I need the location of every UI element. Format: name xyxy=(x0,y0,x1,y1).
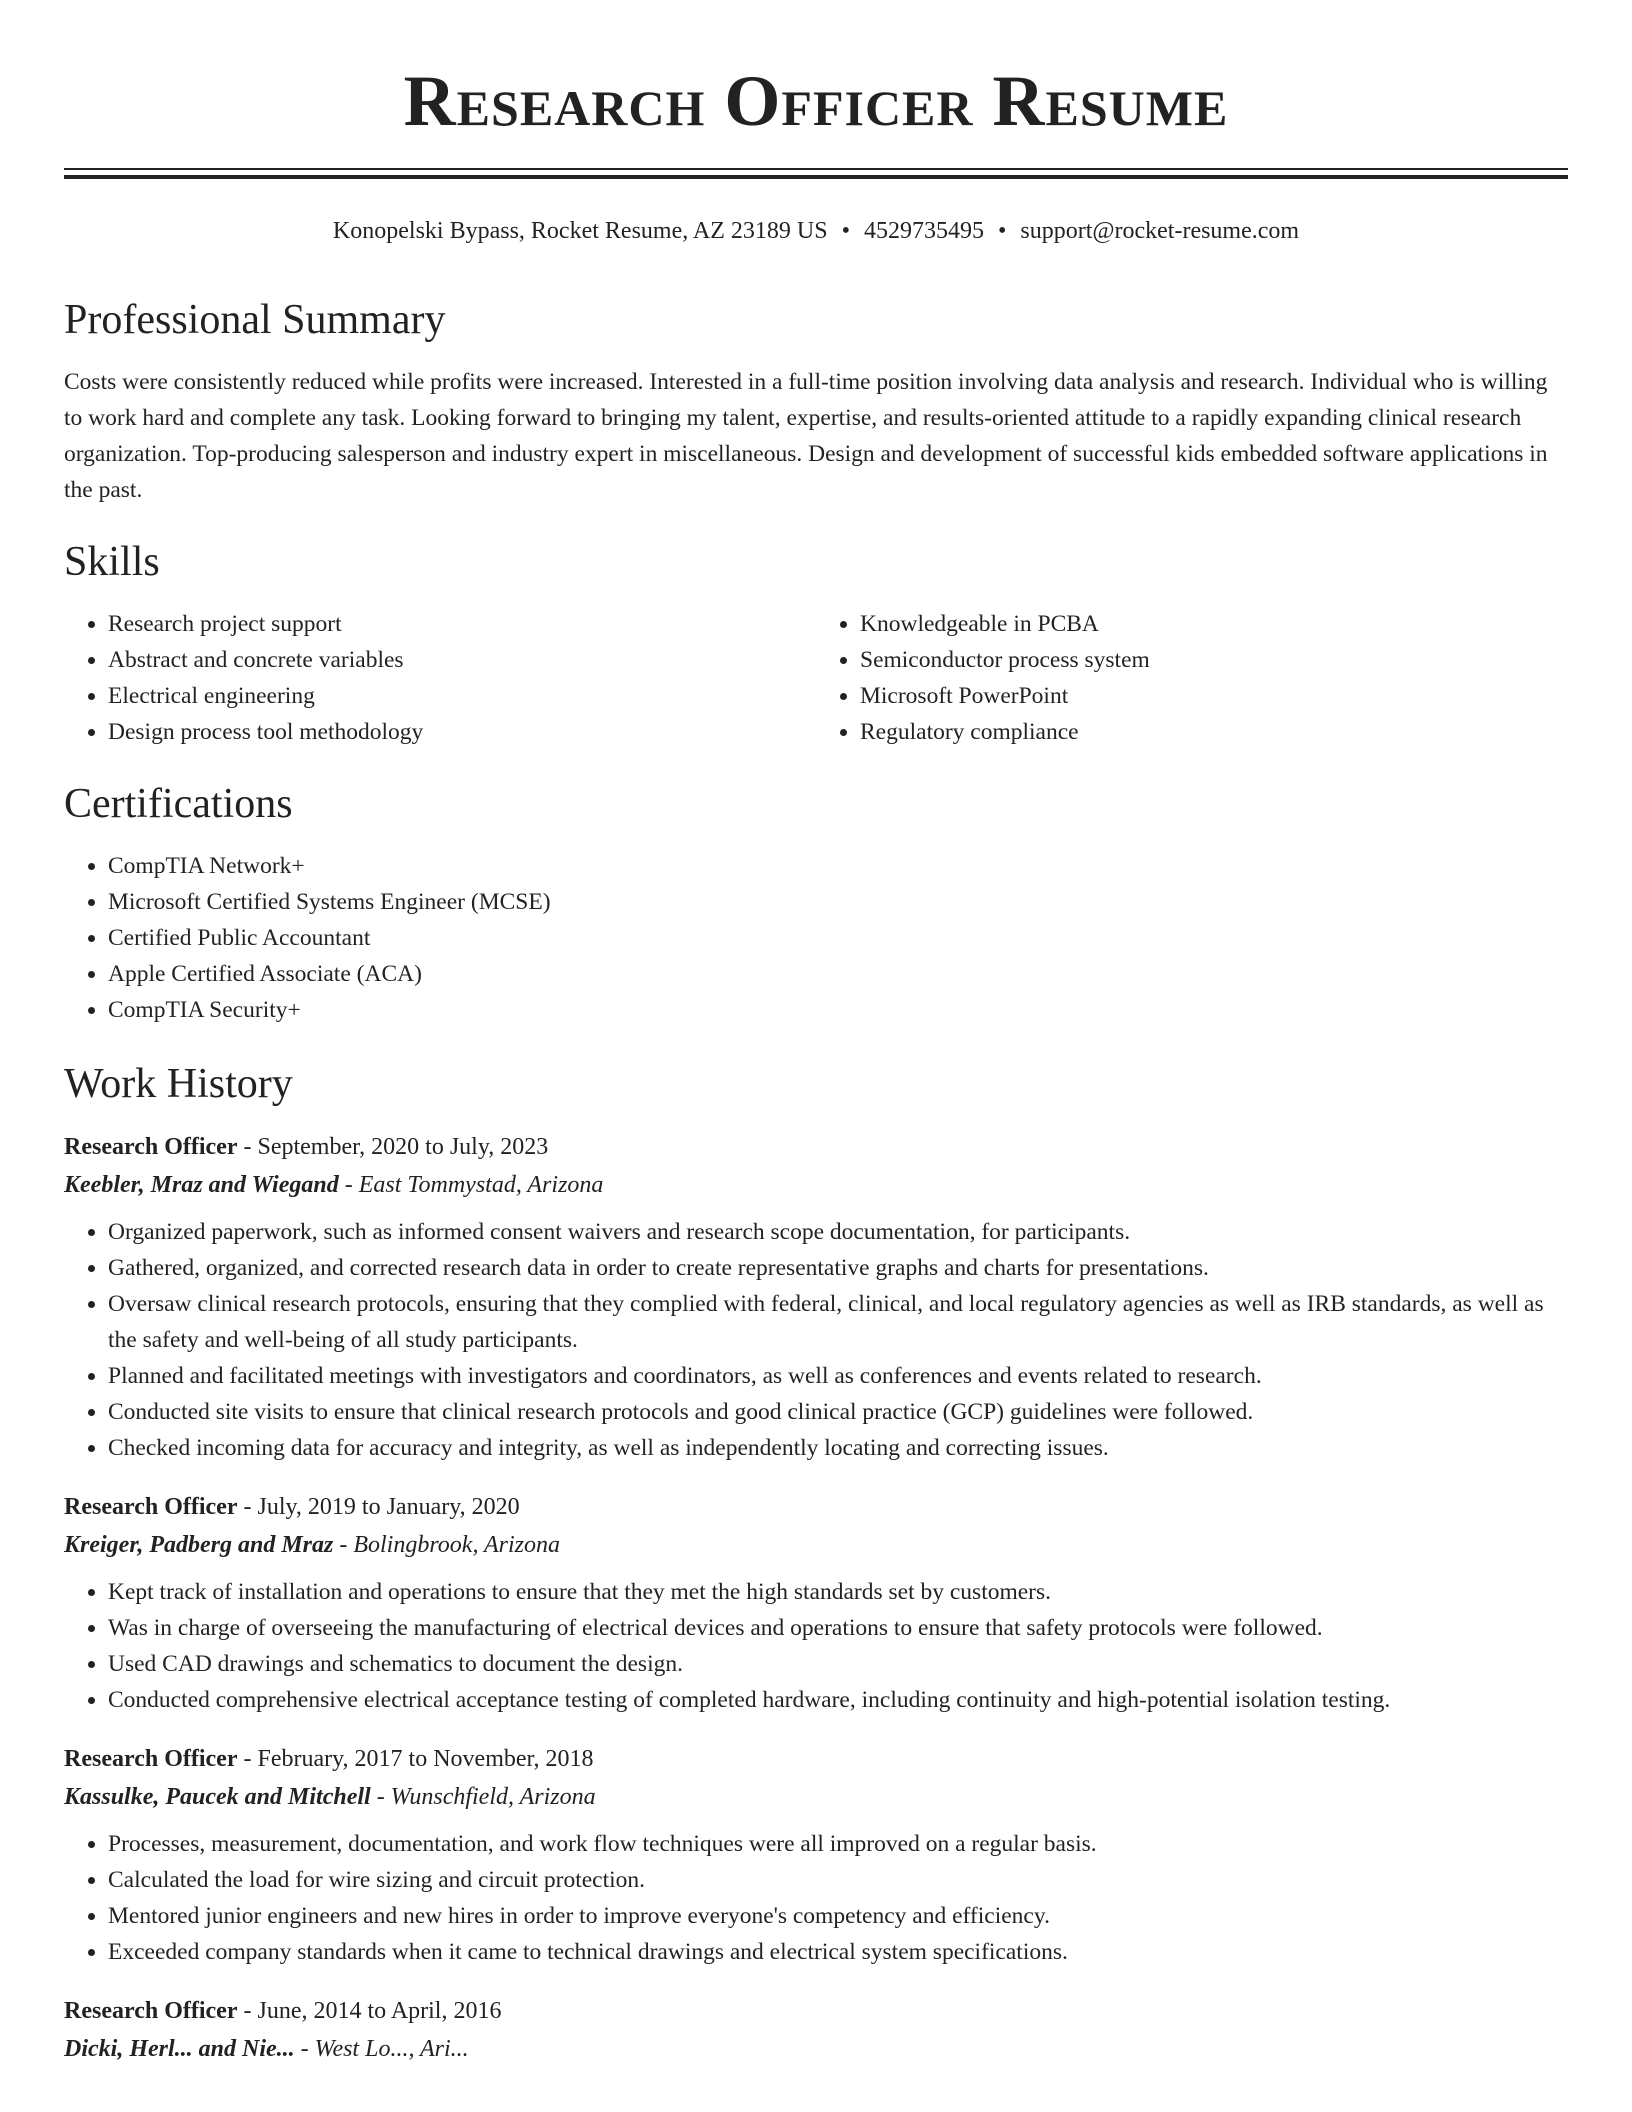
summary-section xyxy=(64,290,1568,508)
job-entry xyxy=(64,1488,1568,1718)
job-title: Research Officer xyxy=(64,1746,238,1772)
skills-list-left xyxy=(64,606,816,750)
job-dates: - September, 2020 to July, 2023 xyxy=(237,1134,549,1160)
job-title: Research Officer xyxy=(64,1134,238,1160)
skills-list-right xyxy=(816,606,1568,750)
job-dates: - July, 2019 to January, 2020 xyxy=(237,1494,520,1520)
job-title-line xyxy=(64,1992,1568,2030)
job-duty: • Conducted site visits to ensure that clinical research protocols and good clinical practice (GCP) guidelines were followed. xyxy=(108,1394,1568,1430)
summary-heading: Professional Summary xyxy=(64,297,446,343)
contact-line xyxy=(0,214,1632,248)
skills-columns xyxy=(64,606,1568,750)
job-location: - West Lo..., Ari... xyxy=(294,2036,469,2062)
contact-separator: • xyxy=(997,218,1007,244)
skill-item: • Semiconductor process system xyxy=(860,642,1568,678)
resume-title: Research Officer Resume xyxy=(403,61,1229,141)
job-company-line xyxy=(64,1778,1568,1816)
job-company: Dicki, Herl... and Nie... xyxy=(64,2036,295,2062)
certifications-list xyxy=(64,848,1568,1028)
job-company-line xyxy=(64,1166,1568,1204)
job-duty: • Organized paperwork, such as informed consent waivers and research scope documentation, for participants. xyxy=(108,1214,1568,1250)
job-duty: • Conducted comprehensive electrical acceptance testing of completed hardware, including continuity and high-potential isolation testing. xyxy=(108,1682,1568,1718)
skill-item: • Research project support xyxy=(108,606,816,642)
certification-item: • Apple Certified Associate (ACA) xyxy=(108,956,1568,992)
job-company: Kassulke, Paucek and Mitchell xyxy=(64,1784,371,1810)
job-entry xyxy=(64,1740,1568,1970)
job-title: Research Officer xyxy=(64,1494,238,1520)
skill-item: • Microsoft PowerPoint xyxy=(860,678,1568,714)
title-divider-thin xyxy=(64,168,1568,170)
title-divider-thick xyxy=(64,175,1568,179)
contact-separator: • xyxy=(841,218,850,244)
job-duty: • Was in charge of overseeing the manufacturing of electrical devices and operations to ensure that safety protocols were followed. xyxy=(108,1610,1568,1646)
job-duties-list xyxy=(64,1826,1568,1970)
certification-item: • CompTIA Security+ xyxy=(108,992,1568,1028)
job-duty: • Oversaw clinical research protocols, ensuring that they complied with federal, clinical, and local regulatory agencies as well as IRB standards, as well as the safety and well-being of all study participants. xyxy=(108,1286,1568,1358)
contact-address: Konopelski Bypass, Rocket Resume, AZ 23189 US xyxy=(332,218,828,244)
skill-item: • Abstract and concrete variables xyxy=(108,642,816,678)
skill-item: • Regulatory compliance xyxy=(860,714,1568,750)
job-duty: • Processes, measurement, documentation, and work flow techniques were all improved on a regular basis. xyxy=(108,1826,1568,1862)
job-duty: • Planned and facilitated meetings with investigators and coordinators, as well as conferences and events related to research. xyxy=(108,1358,1568,1394)
job-duties-list xyxy=(64,1574,1568,1718)
contact-email: support@rocket-resume.com xyxy=(1020,218,1300,244)
resume-content xyxy=(64,290,1568,2090)
job-location: - Wunschfield, Arizona xyxy=(370,1784,596,1810)
job-title-line xyxy=(64,1740,1568,1778)
job-duty: • Checked incoming data for accuracy and integrity, as well as independently locating and correcting issues. xyxy=(108,1430,1568,1466)
job-company: Kreiger, Padberg and Mraz xyxy=(64,1532,334,1558)
job-title: Research Officer xyxy=(64,1998,238,2024)
certification-item: • CompTIA Network+ xyxy=(108,848,1568,884)
job-entry xyxy=(64,1128,1568,1466)
job-title-line xyxy=(64,1128,1568,1166)
skills-heading: Skills xyxy=(64,539,160,585)
skill-item: • Design process tool methodology xyxy=(108,714,816,750)
job-duty: • Used CAD drawings and schematics to document the design. xyxy=(108,1646,1568,1682)
job-company-line xyxy=(64,1526,1568,1564)
job-duties-list xyxy=(64,1214,1568,1466)
job-location: - East Tommystad, Arizona xyxy=(338,1172,604,1198)
certification-item: • Microsoft Certified Systems Engineer (MCSE) xyxy=(108,884,1568,920)
contact-phone: 4529735495 xyxy=(863,218,984,244)
certification-item: • Certified Public Accountant xyxy=(108,920,1568,956)
job-dates: - February, 2017 to November, 2018 xyxy=(237,1746,594,1772)
work-history-section xyxy=(64,1054,1568,2068)
job-entry xyxy=(64,1992,1568,2068)
certifications-section xyxy=(64,774,1568,1028)
skills-section xyxy=(64,532,1568,750)
skill-item: • Knowledgeable in PCBA xyxy=(860,606,1568,642)
job-company: Keebler, Mraz and Wiegand xyxy=(64,1172,339,1198)
job-duty: • Kept track of installation and operations to ensure that they met the high standards set by customers. xyxy=(108,1574,1568,1610)
job-company-line xyxy=(64,2030,1568,2068)
job-title-line xyxy=(64,1488,1568,1526)
job-duty: • Gathered, organized, and corrected research data in order to create representative graphs and charts for presentations. xyxy=(108,1250,1568,1286)
job-duty: • Mentored junior engineers and new hires in order to improve everyone's competency and efficiency. xyxy=(108,1898,1568,1934)
skill-item: • Electrical engineering xyxy=(108,678,816,714)
work-history-heading: Work History xyxy=(64,1061,293,1107)
job-dates: - June, 2014 to April, 2016 xyxy=(237,1998,502,2024)
job-duty: • Calculated the load for wire sizing and circuit protection. xyxy=(108,1862,1568,1898)
job-duty: • Exceeded company standards when it came to technical drawings and electrical system specifications. xyxy=(108,1934,1568,1970)
job-location: - Bolingbrook, Arizona xyxy=(333,1532,561,1558)
summary-text: Costs were consistently reduced while profits were increased. Interested in a full-time position involving data analysis and research. Individual who is willing to work hard and complete any task. Looking forward to bringing my talent, expertise, and results-oriented attitude to a rapidly expanding clinical research organization. Top-producing salesperson and industry expert in miscellaneous. Design and development of successful kids embedded software applications in the past. xyxy=(64,369,1548,503)
certifications-heading: Certifications xyxy=(64,781,293,827)
